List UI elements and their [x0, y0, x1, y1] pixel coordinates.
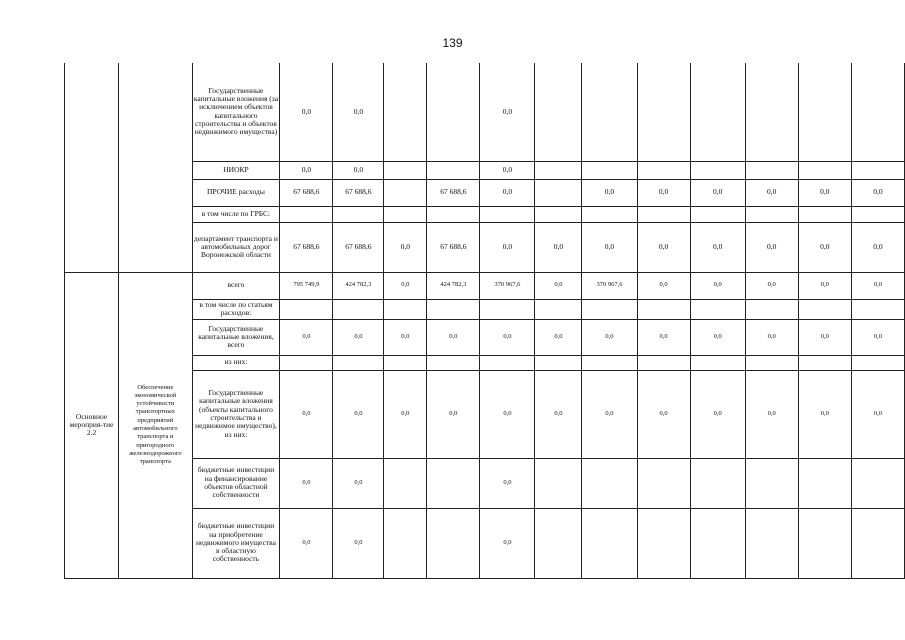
- value-cell: [745, 161, 798, 179]
- value-cell: [384, 161, 427, 179]
- value-cell: [690, 508, 745, 578]
- value-cell: 0,0: [745, 319, 798, 355]
- value-cell: [535, 161, 582, 179]
- row-label: в том числе по ГРБС:: [192, 206, 280, 222]
- value-cell: [745, 508, 798, 578]
- value-cell: [798, 206, 851, 222]
- value-cell: 370 967,6: [480, 272, 535, 299]
- row-label: бюджетные инвестиции на приобретение недвижимого имущества в областную собственность: [192, 508, 280, 578]
- value-cell: [535, 206, 582, 222]
- value-cell: 0,0: [690, 222, 745, 272]
- value-cell: 67 688,6: [280, 179, 333, 206]
- row-label: из них:: [192, 355, 280, 370]
- value-cell: [637, 161, 690, 179]
- value-cell: 0,0: [280, 370, 333, 458]
- value-cell: [384, 206, 427, 222]
- budget-table: [64, 63, 905, 579]
- program-description: Обеспечение экономической устойчивости транспортных предприятий автомобильного транспорта и пригородного железнодорожного транспорта: [119, 272, 192, 578]
- table-row: [65, 63, 905, 161]
- value-cell: [582, 355, 637, 370]
- value-cell: 0,0: [384, 222, 427, 272]
- value-cell: [745, 458, 798, 508]
- row-label: Государственные капитальные вложения (объекты капитального строительства и недвижимое имущество), из них:: [192, 370, 280, 458]
- value-cell: [745, 355, 798, 370]
- value-cell: [637, 355, 690, 370]
- value-cell: [851, 355, 904, 370]
- value-cell: 0,0: [535, 222, 582, 272]
- value-cell: [851, 206, 904, 222]
- value-cell: [333, 206, 384, 222]
- value-cell: 0,0: [582, 179, 637, 206]
- value-cell: 0,0: [637, 370, 690, 458]
- value-cell: 0,0: [333, 319, 384, 355]
- row-label: бюджетные инвестиции на финансирование объектов областной собственности: [192, 458, 280, 508]
- value-cell: [535, 458, 582, 508]
- value-cell: 0,0: [582, 370, 637, 458]
- value-cell: [427, 299, 480, 319]
- value-cell: 0,0: [798, 319, 851, 355]
- value-cell: [535, 179, 582, 206]
- value-cell: [280, 299, 333, 319]
- program-cell-empty: [65, 63, 119, 272]
- value-cell: 0,0: [798, 222, 851, 272]
- value-cell: 0,0: [637, 319, 690, 355]
- row-label: Государственные капитальные вложения, всего: [192, 319, 280, 355]
- upper-block: [65, 63, 905, 272]
- value-cell: [427, 458, 480, 508]
- value-cell: [798, 355, 851, 370]
- value-cell: 0,0: [745, 222, 798, 272]
- value-cell: 0,0: [384, 319, 427, 355]
- value-cell: 0,0: [637, 222, 690, 272]
- value-cell: [280, 355, 333, 370]
- value-cell: 424 782,3: [333, 272, 384, 299]
- row-label: департамент транспорта и автомобильных дорог Воронежской области: [192, 222, 280, 272]
- value-cell: [333, 299, 384, 319]
- value-cell: 0,0: [535, 319, 582, 355]
- value-cell: [480, 206, 535, 222]
- value-cell: 0,0: [582, 319, 637, 355]
- value-cell: 0,0: [745, 272, 798, 299]
- value-cell: 0,0: [582, 222, 637, 272]
- value-cell: [690, 299, 745, 319]
- value-cell: 0,0: [480, 63, 535, 161]
- value-cell: 424 782,3: [427, 272, 480, 299]
- value-cell: 370 967,6: [582, 272, 637, 299]
- value-cell: 67 688,6: [427, 222, 480, 272]
- value-cell: 0,0: [851, 319, 904, 355]
- value-cell: 0,0: [851, 179, 904, 206]
- value-cell: 0,0: [690, 179, 745, 206]
- value-cell: 0,0: [851, 272, 904, 299]
- value-cell: [798, 63, 851, 161]
- value-cell: 795 749,9: [280, 272, 333, 299]
- value-cell: [582, 63, 637, 161]
- value-cell: 0,0: [851, 370, 904, 458]
- value-cell: 0,0: [280, 508, 333, 578]
- value-cell: 0,0: [480, 161, 535, 179]
- value-cell: [798, 161, 851, 179]
- value-cell: 0,0: [690, 370, 745, 458]
- description-cell-empty: [119, 63, 192, 272]
- value-cell: 0,0: [280, 458, 333, 508]
- value-cell: 0,0: [384, 272, 427, 299]
- value-cell: [384, 458, 427, 508]
- value-cell: 0,0: [384, 370, 427, 458]
- value-cell: 0,0: [480, 458, 535, 508]
- value-cell: 0,0: [535, 272, 582, 299]
- lower-block: [65, 272, 905, 578]
- page-number: 139: [442, 36, 463, 50]
- value-cell: 67 688,6: [333, 222, 384, 272]
- value-cell: [798, 458, 851, 508]
- value-cell: 67 688,6: [280, 222, 333, 272]
- value-cell: 0,0: [280, 63, 333, 161]
- value-cell: 0,0: [333, 370, 384, 458]
- program-label: Основное мероприя-тие 2.2: [65, 272, 119, 578]
- value-cell: 0,0: [851, 222, 904, 272]
- value-cell: [480, 355, 535, 370]
- value-cell: 0,0: [480, 370, 535, 458]
- row-label: НИОКР: [192, 161, 280, 179]
- value-cell: [798, 508, 851, 578]
- value-cell: 0,0: [333, 458, 384, 508]
- row-label: в том числе по статьям расходов:: [192, 299, 280, 319]
- value-cell: [851, 161, 904, 179]
- value-cell: [637, 206, 690, 222]
- value-cell: 0,0: [637, 179, 690, 206]
- value-cell: [535, 355, 582, 370]
- value-cell: [384, 508, 427, 578]
- value-cell: 0,0: [280, 161, 333, 179]
- value-cell: [582, 161, 637, 179]
- value-cell: [427, 161, 480, 179]
- value-cell: 0,0: [427, 319, 480, 355]
- value-cell: [384, 299, 427, 319]
- value-cell: [690, 161, 745, 179]
- value-cell: 0,0: [690, 272, 745, 299]
- value-cell: 0,0: [480, 179, 535, 206]
- value-cell: 0,0: [333, 63, 384, 161]
- value-cell: 0,0: [333, 508, 384, 578]
- value-cell: [384, 355, 427, 370]
- value-cell: 0,0: [427, 370, 480, 458]
- value-cell: [427, 508, 480, 578]
- value-cell: [427, 63, 480, 161]
- value-cell: [851, 63, 904, 161]
- value-cell: [690, 63, 745, 161]
- value-cell: [480, 299, 535, 319]
- row-label: ПРОЧИЕ расходы: [192, 179, 280, 206]
- value-cell: [280, 206, 333, 222]
- value-cell: [637, 508, 690, 578]
- value-cell: [637, 299, 690, 319]
- value-cell: 0,0: [280, 319, 333, 355]
- value-cell: [637, 63, 690, 161]
- value-cell: 0,0: [690, 319, 745, 355]
- value-cell: [690, 458, 745, 508]
- value-cell: [851, 508, 904, 578]
- value-cell: [798, 299, 851, 319]
- value-cell: [582, 508, 637, 578]
- value-cell: [427, 206, 480, 222]
- value-cell: 0,0: [480, 319, 535, 355]
- value-cell: [690, 206, 745, 222]
- value-cell: [745, 206, 798, 222]
- value-cell: [582, 299, 637, 319]
- value-cell: 0,0: [535, 370, 582, 458]
- value-cell: [582, 458, 637, 508]
- value-cell: [745, 299, 798, 319]
- row-label: Государственные капитальные вложения (за исключением объектов капитального строительства и объектов недвижимого имущества): [192, 63, 280, 161]
- value-cell: [384, 63, 427, 161]
- value-cell: [690, 355, 745, 370]
- value-cell: [745, 63, 798, 161]
- value-cell: 0,0: [745, 179, 798, 206]
- value-cell: [582, 206, 637, 222]
- value-cell: 67 688,6: [427, 179, 480, 206]
- row-label: всего: [192, 272, 280, 299]
- value-cell: [384, 179, 427, 206]
- value-cell: [535, 299, 582, 319]
- value-cell: 67 688,6: [333, 179, 384, 206]
- value-cell: 0,0: [798, 272, 851, 299]
- value-cell: 0,0: [480, 508, 535, 578]
- value-cell: [427, 355, 480, 370]
- value-cell: [851, 299, 904, 319]
- value-cell: 0,0: [798, 370, 851, 458]
- value-cell: 0,0: [745, 370, 798, 458]
- value-cell: 0,0: [637, 272, 690, 299]
- value-cell: [333, 355, 384, 370]
- value-cell: 0,0: [333, 161, 384, 179]
- value-cell: 0,0: [798, 179, 851, 206]
- value-cell: [637, 458, 690, 508]
- value-cell: 0,0: [480, 222, 535, 272]
- table-row: [65, 272, 905, 299]
- value-cell: [535, 508, 582, 578]
- value-cell: [851, 458, 904, 508]
- value-cell: [535, 63, 582, 161]
